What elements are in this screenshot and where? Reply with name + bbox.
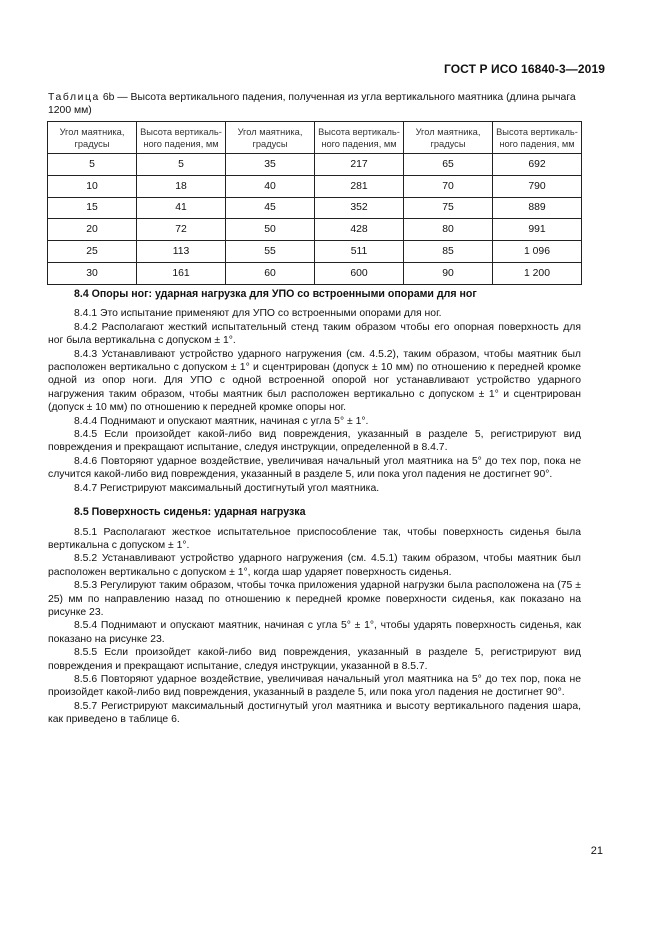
table-row: [48, 241, 582, 263]
paragraph-8-5-2: 8.5.2 Устанавливают устройство ударного нагружения (см. 4.5.1) таким образом, чтобы маятник был расположен вертикально с допуском ± 1°, когда шар ударяет поверхность сиденья.: [48, 553, 581, 578]
paragraph-8-5-1: 8.5.1 Располагают жесткое испытательное приспособление так, чтобы поверхность сиденья была вертикальна с допуском ± 1°.: [48, 526, 581, 551]
table-cell: 45: [226, 197, 315, 219]
table-row: [48, 262, 582, 284]
table-cell: 85: [404, 241, 493, 263]
table-cell: 70: [404, 175, 493, 197]
table-row: [48, 154, 582, 176]
paragraph-8-5-7: 8.5.7 Регистрируют максимальный достигнутый угол маятника и высоту вертикального падения шара, как приведено в таблице 6.: [48, 700, 581, 726]
paragraph-8-4-7: 8.4.7 Регистрируют максимальный достигнутый угол маятника.: [74, 482, 380, 494]
paragraph-8-4-6: 8.4.6 Повторяют ударное воздействие, увеличивая начальный угол маятника на 5° до тех пор, пока не случится какой-либо вид повреждения, указанный в разделе 5, или пока угол падения не достигнет 90°.: [48, 455, 581, 481]
paragraph-8-5-6: 8.5.6 Повторяют ударное воздействие, увеличивая начальный угол маятника на 5° до тех пор, пока не произойдет какой-либо вид повреждения, указанный в разделе 5, или пока угол падения не достигнет 90°.: [48, 673, 581, 699]
table-cell: 41: [137, 197, 226, 219]
table-cell: 90: [404, 262, 493, 284]
header-height-2: Высота вертикального падения, мм: [315, 122, 404, 154]
table-cell: 428: [315, 219, 404, 241]
table-cell: 10: [48, 175, 137, 197]
document-header: ГОСТ Р ИСО 16840-3—2019: [443, 62, 605, 76]
page-number: 21: [590, 845, 603, 857]
paragraph-8-4-2: 8.4.2 Располагают жесткий испытательный стенд таким образом чтобы его опорная поверхность для ног была вертикальна с допуском ± 1°.: [48, 321, 581, 347]
table-cell: 1 200: [493, 262, 582, 284]
table-cell: 5: [137, 154, 226, 176]
table-cell: 991: [493, 219, 582, 241]
table-cell: 40: [226, 175, 315, 197]
table-cell: 352: [315, 197, 404, 219]
pendulum-drop-height-table: [47, 121, 582, 285]
paragraph-8-4-1: 8.4.1 Это испытание применяют для УПО со встроенными опорами для ног.: [74, 308, 442, 320]
table-caption-text: 6b — Высота вертикального падения, полученная из угла вертикального маятника (длина рычага 1200 мм): [48, 92, 576, 116]
table-cell: 790: [493, 175, 582, 197]
table-cell: 15: [48, 197, 137, 219]
header-angle-3: Угол маятника, градусы: [404, 122, 493, 154]
document-body: [48, 288, 581, 727]
table-cell: 35: [226, 154, 315, 176]
paragraph-8-4-5: 8.4.5 Если произойдет какой-либо вид повреждения, указанный в разделе 5, регистрируют вид повреждения и прекращают испытание, следуя инструкции, определенной в 8.4.7.: [48, 429, 581, 454]
table-cell: 5: [48, 154, 137, 176]
section-heading-8-5: 8.5 Поверхность сиденья: ударная нагрузка: [74, 506, 306, 519]
table-cell: 692: [493, 154, 582, 176]
table-cell: 80: [404, 219, 493, 241]
paragraph-8-4-3: 8.4.3 Устанавливают устройство ударного нагружения (см. 4.5.2), таким образом, чтобы маятник был расположен вертикально с допуском ± 1° и сцентрирован (допуск ± 10 мм) по отношению к передней кромке одной из опор ноги. Для УПО с одной встроенной опорой ног устанавливают устройство ударного нагружения таким образом, чтобы маятник был расположен вертикально с допуском ± 1° и сцентрирован (допуск ± 10 мм) по отношению к передней кромке опоры ног.: [48, 348, 581, 414]
table-cell: 60: [226, 262, 315, 284]
table-cell: 65: [404, 154, 493, 176]
table-cell: 217: [315, 154, 404, 176]
table-cell: 889: [493, 197, 582, 219]
table-row: [48, 197, 582, 219]
paragraph-8-5-3: 8.5.3 Регулируют таким образом, чтобы точка приложения ударной нагрузки была расположена на (75 ± 25) мм по направлению назад по отношению к передней кромке поверхности сиденья, как показано на рисунке 23.: [48, 580, 581, 618]
paragraph-8-4-4: 8.4.4 Поднимают и опускают маятник, начиная с угла 5° ± 1°.: [74, 415, 369, 427]
table-cell: 20: [48, 219, 137, 241]
table-caption: [48, 92, 581, 117]
header-height-3: Высота вертикального падения, мм: [493, 122, 582, 154]
header-angle-1: Угол маятника, градусы: [48, 122, 137, 154]
table-cell: 511: [315, 241, 404, 263]
header-angle-2: Угол маятника, градусы: [226, 122, 315, 154]
table-cell: 161: [137, 262, 226, 284]
table-cell: 30: [48, 262, 137, 284]
table-row: [48, 175, 582, 197]
table-cell: 50: [226, 219, 315, 241]
header-height-1: Высота вертикального падения, мм: [137, 122, 226, 154]
paragraph-8-5-5: 8.5.5 Если произойдет какой-либо вид повреждения, указанный в разделе 5, регистрируют вид повреждения и прекращают испытание, следуя инструкции, указанной в 8.5.7.: [48, 647, 581, 672]
table-cell: 25: [48, 241, 137, 263]
table-cell: 72: [137, 219, 226, 241]
table-cell: 55: [226, 241, 315, 263]
table-row: [48, 219, 582, 241]
table-cell: 281: [315, 175, 404, 197]
section-heading-8-4: 8.4 Опоры ног: ударная нагрузка для УПО со встроенными опорами для ног: [74, 288, 477, 300]
table-cell: 600: [315, 262, 404, 284]
table-cell: 18: [137, 175, 226, 197]
table-cell: 1 096: [493, 241, 582, 263]
table-header-row: [48, 122, 582, 154]
section-spacer: [48, 495, 581, 506]
paragraph-8-5-4: 8.5.4 Поднимают и опускают маятник, начиная с угла 5° ± 1°, чтобы ударять поверхность сиденья, как показано на рисунке 23.: [48, 620, 581, 645]
table-cell: 113: [137, 241, 226, 263]
table-caption-prefix: Таблица: [48, 92, 100, 103]
table-cell: 75: [404, 197, 493, 219]
